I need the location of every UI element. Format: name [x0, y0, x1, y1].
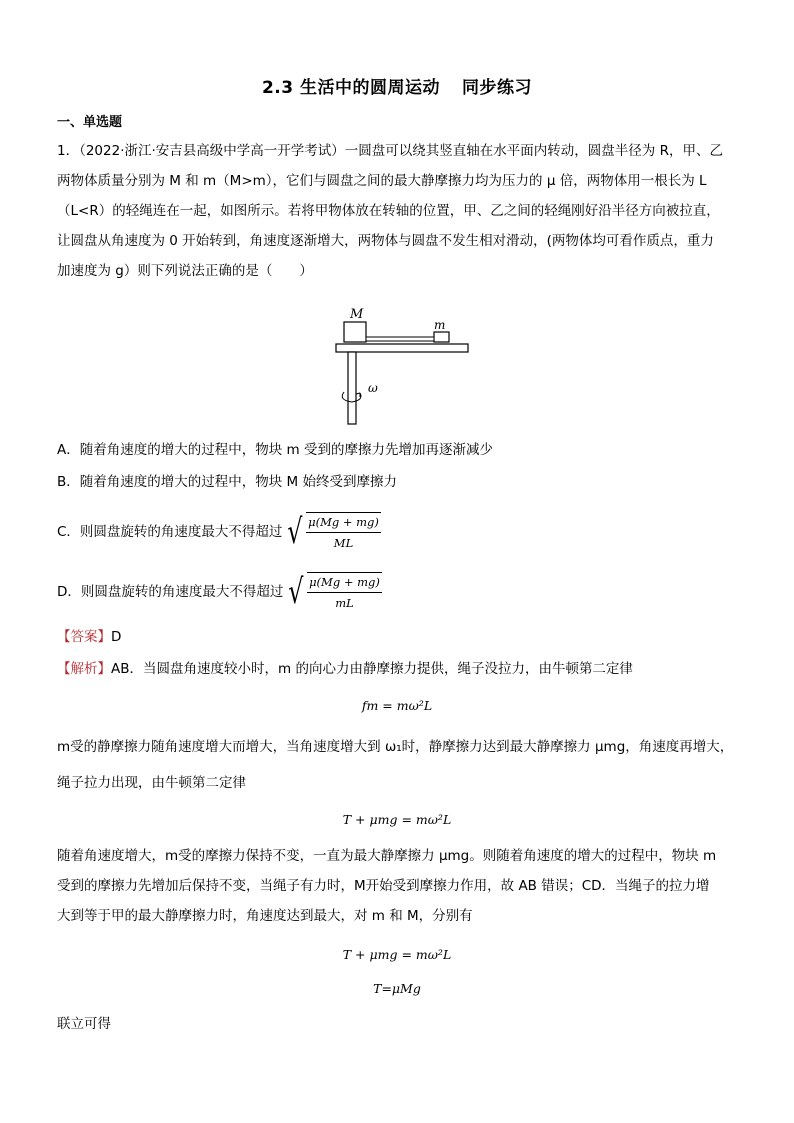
label-omega: ω [368, 381, 378, 395]
option-c-formula: √ $\frac{\mu(Mg + mg)}{ML}$ [287, 512, 379, 552]
analysis-label: 【解析】 [57, 661, 111, 677]
page-title [0, 73, 794, 98]
analysis-line-2: m受的静摩擦力随角速度增大而增大，当角速度增大到 ω₁时，静摩擦力达到最大静摩擦力 μmg，角速度再增大， [57, 739, 734, 755]
option-d-formula: √ $\frac{\mu(Mg + mg)}{mL}$ [288, 572, 380, 612]
option-c-numerator: μ(Mg + mg) [306, 512, 381, 533]
option-d-denominator: mL [335, 595, 354, 610]
answer-value: D [111, 629, 122, 645]
label-m: m [434, 318, 446, 332]
block-m [434, 332, 449, 342]
analysis-line-3: 绳子拉力出现，由牛顿第二定律 [57, 775, 246, 791]
question-line-2: 两物体质量分别为 M 和 m（M>m），它们与圆盘之间的最大静摩擦力均为压力的 μ 倍，两物体用一根长为 L [57, 173, 707, 189]
question-line-4: 让圆盘从角速度为 0 开始转到，角速度逐渐增大，两物体与圆盘不发生相对滑动，(两物体均可看作质点，重力 [57, 233, 714, 249]
axle [348, 352, 356, 424]
analysis-text-1: AB．当圆盘角速度较小时，m 的向心力由静摩擦力提供，绳子没拉力，由牛顿第二定律 [111, 661, 633, 677]
equation-4: T=μMg [373, 981, 421, 996]
analysis-line-5: 受到的摩擦力先增加后保持不变，当绳子有力时，M开始受到摩擦力作用，故 AB 错误；CD．当绳子的拉力增 [57, 878, 710, 894]
analysis-line-7: 联立可得 [57, 1016, 111, 1032]
disk [336, 344, 468, 352]
equation-1: fm = mω²L [361, 698, 433, 713]
question-line-5: 加速度为 g）则下列说法正确的是（ ） [57, 263, 313, 279]
analysis-line-6: 大到等于甲的最大静摩擦力时，角速度达到最大，对 m 和 M，分别有 [57, 908, 473, 924]
title-main: 2.3 生活中的圆周运动 [261, 78, 441, 98]
option-d-numerator: μ(Mg + mg) [307, 572, 382, 593]
equation-3: T + μmg = mω²L [342, 947, 452, 962]
section-heading: 一、单选题 [57, 115, 123, 130]
option-c [57, 512, 747, 552]
answer-label: 【答案】 [57, 629, 111, 645]
question-line-1: 1．（2022·浙江·安吉县高级中学高一开学考试）一圆盘可以绕其竖直轴在水平面内转动，圆盘半径为 R，甲、乙 [57, 143, 723, 159]
analysis-line-4: 随着角速度增大，m受的摩擦力保持不变，一直为最大静摩擦力 μmg。则随着角速度的增大的过程中，物块 m [57, 848, 717, 864]
analysis-line-1 [57, 660, 747, 678]
option-d [57, 572, 747, 612]
option-c-denominator: ML [333, 535, 354, 550]
option-a: A．随着角速度的增大的过程中，物块 m 受到的摩擦力先增加再逐渐减少 [57, 442, 493, 458]
equation-2: T + μmg = mω²L [342, 812, 452, 827]
block-M [344, 322, 366, 342]
disk-figure [330, 300, 475, 430]
title-sub: 同步练习 [462, 78, 533, 98]
option-c-text: C．则圆盘旋转的角速度最大不得超过 [57, 524, 283, 540]
question-line-3: （L<R）的轻绳连在一起，如图所示。若将甲物体放在转轴的位置，甲、乙之间的轻绳刚好沿半径方向被拉直， [57, 203, 720, 219]
label-M: M [350, 307, 364, 322]
option-d-text: D．则圆盘旋转的角速度最大不得超过 [57, 584, 284, 600]
rope [366, 337, 434, 341]
option-b: B．随着角速度的增大的过程中，物块 M 始终受到摩擦力 [57, 474, 397, 490]
answer-line [57, 628, 747, 646]
